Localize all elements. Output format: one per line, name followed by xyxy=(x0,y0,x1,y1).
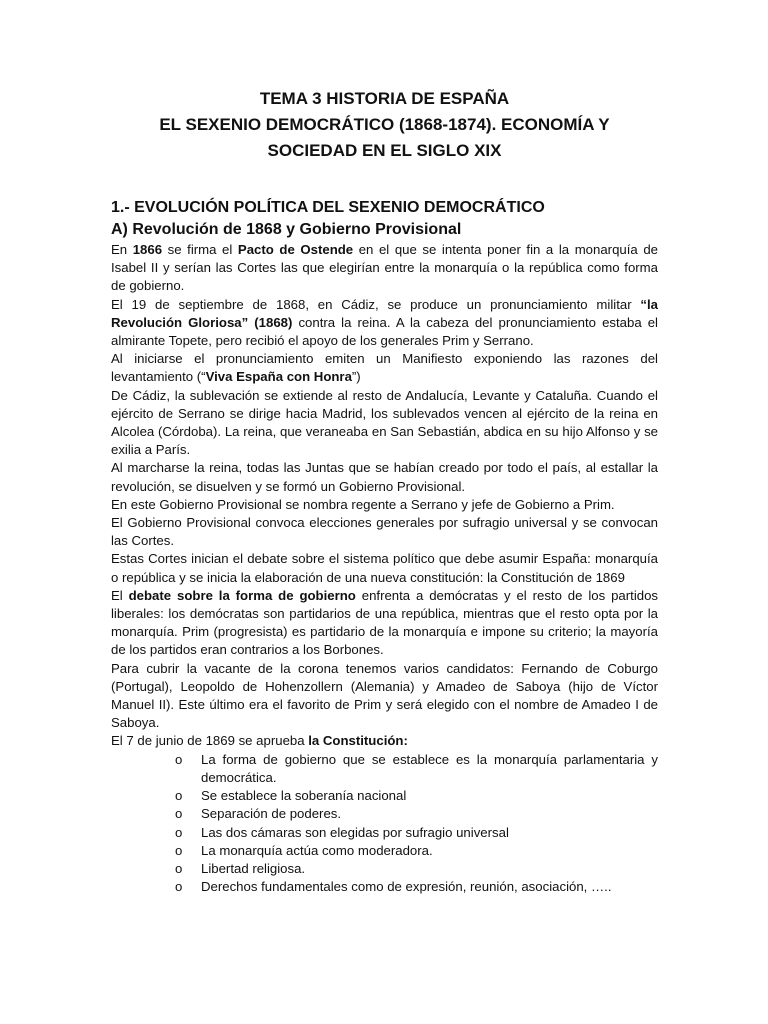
bold-text: 1866 xyxy=(132,242,163,257)
bullet-text: La monarquía actúa como moderadora. xyxy=(201,842,433,858)
bullet-item xyxy=(175,878,658,896)
paragraph xyxy=(111,587,658,660)
bullet-text: La forma de gobierno que se establece es la monarquía parlamentaria y democrática. xyxy=(201,751,658,785)
body-paragraphs xyxy=(111,241,658,751)
bold-text: la Constitución: xyxy=(308,733,408,749)
bold-text: “la Revolución Gloriosa” (1868) xyxy=(111,296,658,330)
text-run: Al iniciarse el pronunciamiento emiten un Manifiesto exponiendo las razones del levantamiento (“ xyxy=(111,351,658,385)
hollow-circle-bullet-icon: o xyxy=(175,824,183,840)
text-run: De Cádiz, la sublevación se extiende al resto de Andalucía, Levante y Cataluña. Cuando el ejército de Serrano se dirige hacia Madrid, los sublevados vencen al ejército de la reina en Alcolea (Córdoba). La reina, que veraneaba en San Sebastián, abdica en su hijo Alfonso y se exilia a París. xyxy=(111,387,658,458)
paragraph xyxy=(111,350,658,386)
bullet-text: Derechos fundamentales como de expresión, reunión, asociación, ….. xyxy=(201,879,612,895)
paragraph xyxy=(111,387,658,460)
paragraph xyxy=(111,296,658,351)
bullet-item xyxy=(175,751,658,787)
text-run: se firma el xyxy=(162,242,238,257)
bullet-item xyxy=(175,860,658,878)
bullet-text: Separación de poderes. xyxy=(201,806,342,822)
text-run: En este Gobierno Provisional se nombra regente a Serrano y jefe de Gobierno a Prim. xyxy=(111,496,615,512)
hollow-circle-bullet-icon: o xyxy=(175,788,183,804)
paragraph xyxy=(111,514,658,550)
paragraph xyxy=(111,660,658,733)
bullet-text: Se establece la soberanía nacional xyxy=(201,788,407,804)
bullet-item xyxy=(175,824,658,842)
bold-text: Pacto de Ostende xyxy=(237,242,354,257)
text-run: en el que se intenta poner fin a la monarquía de Isabel II y serían las Cortes las que elegirían entre la monarquía o la república como forma de gobierno. xyxy=(111,242,658,294)
text-run: enfrenta a demócratas y el resto de los partidos liberales: los demócratas son partidarios de una república, mientras que el resto opta por la monarquía. Prim (progresista) es partidario de la monarquía e impone su criterio; la mayoría de los partidos eran contrarios a los Borbones. xyxy=(111,587,659,658)
paragraph xyxy=(111,459,658,495)
bullet-item xyxy=(175,787,658,805)
title-line: EL SEXENIO DEMOCRÁTICO (1868-1874). ECONOMÍA Y xyxy=(159,115,610,134)
text-run: Al marcharse la reina, todas las Juntas que se habían creado por todo el país, al estallar la revolución, se disuelven y se formó un Gobierno Provisional. xyxy=(111,460,658,494)
hollow-circle-bullet-icon: o xyxy=(175,842,183,858)
text-run: Para cubrir la vacante de la corona tenemos varios candidatos: Fernando de Coburgo (Portugal), Leopoldo de Hohenzollern (Alemania) y Amadeo de Saboya (hijo de Víctor Manuel II). Este último era el favorito de Prim y será elegido con el nombre de Amadeo I de Saboya. xyxy=(111,660,658,731)
document-title xyxy=(111,86,658,164)
text-run: El 19 de septiembre de 1868, en Cádiz, se produce un pronunciamiento militar xyxy=(111,296,641,312)
paragraph xyxy=(111,241,658,296)
constitution-bullet-list xyxy=(111,751,658,897)
hollow-circle-bullet-icon: o xyxy=(175,860,183,876)
hollow-circle-bullet-icon: o xyxy=(175,751,183,767)
hollow-circle-bullet-icon: o xyxy=(175,879,183,895)
bullet-text: Libertad religiosa. xyxy=(201,860,306,876)
document-page xyxy=(111,86,658,896)
bullet-text: Las dos cámaras son elegidas por sufragio universal xyxy=(201,824,509,840)
title-line: TEMA 3 HISTORIA DE ESPAÑA xyxy=(259,89,510,108)
bold-text: debate sobre la forma de gobierno xyxy=(128,587,356,603)
text-run: ”) xyxy=(351,369,361,385)
paragraph xyxy=(111,550,658,586)
text-run: El Gobierno Provisional convoca elecciones generales por sufragio universal y se convocan las Cortes. xyxy=(111,515,658,549)
bold-text: Viva España con Honra xyxy=(205,369,352,385)
text-run: El xyxy=(111,587,129,603)
bullet-item xyxy=(175,842,658,860)
section-heading: 1.- EVOLUCIÓN POLÍTICA DEL SEXENIO DEMOCRÁTICO xyxy=(111,199,545,216)
hollow-circle-bullet-icon: o xyxy=(175,806,183,822)
paragraph xyxy=(111,496,658,514)
text-run: En xyxy=(111,242,133,257)
text-run: El 7 de junio de 1869 se aprueba xyxy=(111,733,309,749)
paragraph xyxy=(111,732,658,750)
title-line: SOCIEDAD EN EL SIGLO XIX xyxy=(267,141,502,160)
text-run: Estas Cortes inician el debate sobre el sistema político que debe asumir España: monarquía o república y se inicia la elaboración de una nueva constitución: la Constitución de 1869 xyxy=(111,551,658,585)
bullet-item xyxy=(175,805,658,823)
sub-heading: A) Revolución de 1868 y Gobierno Provisional xyxy=(111,221,462,238)
text-run: contra la reina. A la cabeza del pronunciamiento estaba el almirante Topete, pero recibió el apoyo de los generales Prim y Serrano. xyxy=(111,314,658,349)
